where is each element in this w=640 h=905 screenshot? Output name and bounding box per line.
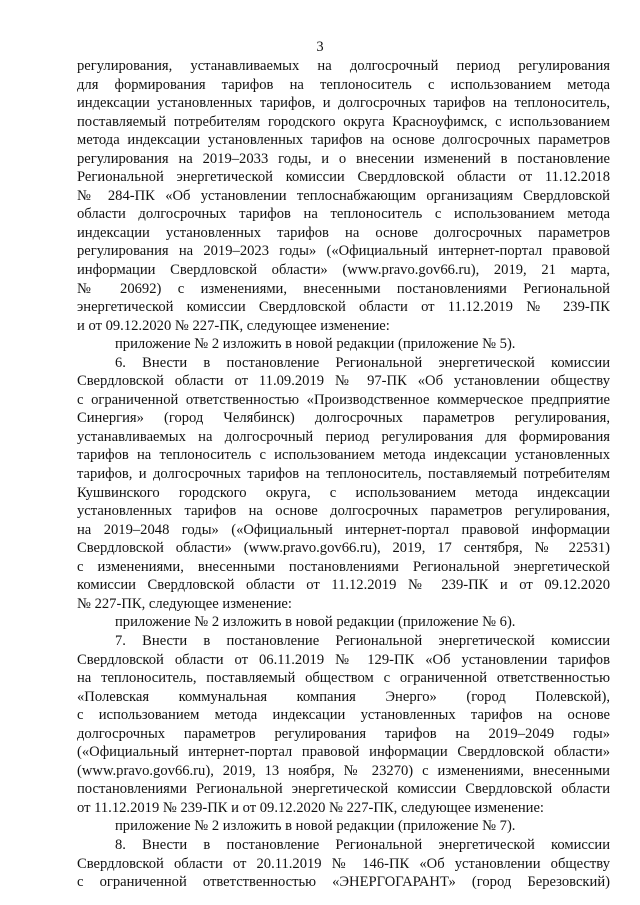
text-line: регулирования, устанавливаемых на долгосрочный период регулирования	[77, 58, 610, 74]
text-line: долгосрочных параметров регулирования тарифов на 2019–2049 годы»	[77, 725, 610, 742]
text-line: индексации установленных тарифов, и долгосрочных тарифов на теплоноситель,	[77, 95, 610, 112]
text-line: тарифов, и долгосрочных тарифов на теплоноситель, поставляемый потребителям	[77, 466, 610, 483]
text-line: 6. Внести в постановление Региональной энергетической комиссии	[115, 354, 610, 371]
text-line: с ограниченной ответственностью «Производственное коммерческое предприятие	[77, 391, 610, 408]
text-line: 8. Внести в постановление Региональной энергетической комиссии	[115, 836, 610, 853]
text-line: Свердловской области от 20.11.2019 № 146-ПК «Об установлении обществу	[77, 855, 610, 872]
paragraph-appendix-5	[77, 335, 610, 354]
text-line: с ограниченной ответственностью «ЭНЕРГОГАРАНТ» (город Березовский)	[77, 874, 610, 891]
paragraph-item-7	[77, 632, 610, 651]
text-line: тарифов на теплоноситель с использованием метода индексации установленных	[77, 447, 610, 464]
text-line: постановлениями Региональной энергетической комиссии Свердловской области	[77, 781, 610, 798]
text-line: «Полевская коммунальная компания Энерго» (город Полевской),	[77, 688, 610, 705]
paragraph-item-7-body	[77, 651, 610, 818]
text-line: приложение № 2 изложить в новой редакции (приложение № 6).	[115, 614, 516, 631]
document-body	[77, 57, 610, 892]
text-line: приложение № 2 изложить в новой редакции (приложение № 5).	[115, 336, 516, 353]
paragraph-item-8-body	[77, 855, 610, 892]
text-line: № 284-ПК «Об установлении теплоснабжающим организациям Свердловской	[77, 187, 610, 204]
text-line: индексации установленных тарифов на основе долгосрочных параметров	[77, 224, 610, 241]
text-line: комиссии Свердловской области от 11.12.2019 № 239-ПК и от 09.12.2020	[77, 577, 610, 594]
text-line: приложение № 2 изложить в новой редакции (приложение № 7).	[115, 818, 516, 835]
text-line: на теплоноситель, поставляемый обществом с ограниченной ответственностью	[77, 670, 610, 687]
text-line: устанавливаемых на долгосрочный период регулирования для формирования	[77, 428, 610, 445]
text-line: метода индексации установленных тарифов на основе долгосрочных параметров	[77, 132, 610, 149]
text-line: для формирования тарифов на теплоноситель с использованием метода	[77, 76, 610, 93]
text-line: Свердловской области от 06.11.2019 № 129-ПК «Об установлении тарифов	[77, 651, 610, 668]
paragraph-item-6-body	[77, 372, 610, 613]
text-line: и от 09.12.2020 № 227-ПК, следующее изменение:	[77, 317, 390, 334]
paragraph-item-8	[77, 836, 610, 855]
text-line: Синергия» (город Челябинск) долгосрочных параметров регулирования,	[77, 410, 610, 427]
text-line: информации Свердловской области» (www.pravo.gov66.ru), 2019, 21 марта,	[77, 262, 610, 279]
text-line: энергетической комиссии Свердловской области от 11.12.2019 № 239-ПК	[77, 299, 610, 316]
text-line: Свердловской области» (www.pravo.gov66.ru), 2019, 17 сентября, № 22531)	[77, 540, 610, 557]
text-line: на 2019–2048 годы» («Официальный интернет-портал правовой информации	[77, 521, 610, 538]
text-line: № 227-ПК, следующее изменение:	[77, 595, 292, 612]
paragraph-continuation	[77, 57, 610, 335]
text-line: регулирования на 2019–2023 годы» («Официальный интернет-портал правовой	[77, 243, 610, 260]
text-line: («Официальный интернет-портал правовой информации Свердловской области»	[77, 744, 610, 761]
text-line: от 11.12.2019 № 239-ПК и от 09.12.2020 № 227-ПК, следующее изменение:	[77, 799, 544, 816]
text-line: с использованием метода индексации установленных тарифов на основе	[77, 707, 610, 724]
text-line: (www.pravo.gov66.ru), 2019, 13 ноября, № 23270) с изменениями, внесенными	[77, 762, 610, 779]
paragraph-appendix-7	[77, 817, 610, 836]
paragraph-appendix-6	[77, 613, 610, 632]
text-line: № 20692) с изменениями, внесенными постановлениями Региональной	[77, 280, 610, 297]
text-line: области долгосрочных тарифов на теплоноситель с использованием метода	[77, 206, 610, 223]
text-line: Кушвинского городского округа, с использованием метода индексации	[77, 484, 610, 501]
text-line: Свердловской области от 11.09.2019 № 97-ПК «Об установлении обществу	[77, 373, 610, 390]
text-line: поставляемый потребителям городского округа Красноуфимск, с использованием	[77, 113, 610, 130]
text-line: установленных тарифов на основе долгосрочных параметров регулирования,	[77, 503, 610, 520]
text-line: с изменениями, внесенными постановлениями Региональной энергетической	[77, 558, 610, 575]
text-line: 7. Внести в постановление Региональной энергетической комиссии	[115, 632, 610, 649]
page-number: 3	[316, 39, 324, 55]
paragraph-item-6	[77, 354, 610, 373]
text-line: регулирования на 2019–2033 годы, и о внесении изменений в постановление	[77, 150, 610, 167]
text-line: Региональной энергетической комиссии Свердловской области от 11.12.2018	[77, 169, 610, 186]
